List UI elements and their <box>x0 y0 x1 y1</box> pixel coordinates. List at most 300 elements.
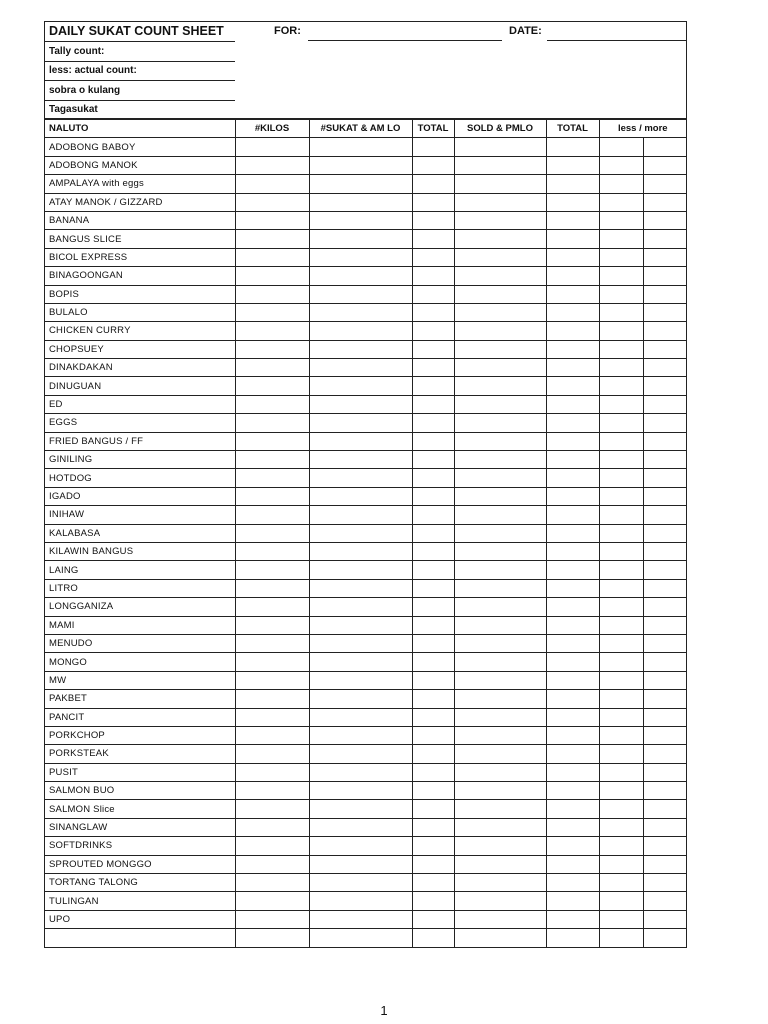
less-cell[interactable] <box>599 763 643 781</box>
sukat-cell[interactable] <box>309 193 412 211</box>
total-2-cell[interactable] <box>546 616 599 634</box>
sukat-cell[interactable] <box>309 763 412 781</box>
sold-cell[interactable] <box>454 910 546 928</box>
total-cell[interactable] <box>412 726 454 744</box>
total-cell[interactable] <box>412 910 454 928</box>
kilos-cell[interactable] <box>235 653 309 671</box>
total-cell[interactable] <box>412 690 454 708</box>
less-cell[interactable] <box>599 542 643 560</box>
less-cell[interactable] <box>599 892 643 910</box>
kilos-cell[interactable] <box>235 487 309 505</box>
sold-cell[interactable] <box>454 782 546 800</box>
kilos-cell[interactable] <box>235 248 309 266</box>
total-cell[interactable] <box>412 175 454 193</box>
kilos-cell[interactable] <box>235 377 309 395</box>
more-cell[interactable] <box>643 763 686 781</box>
more-cell[interactable] <box>643 432 686 450</box>
total-cell[interactable] <box>412 156 454 174</box>
sold-cell[interactable] <box>454 634 546 652</box>
kilos-cell[interactable] <box>235 359 309 377</box>
more-cell[interactable] <box>643 561 686 579</box>
less-cell[interactable] <box>599 579 643 597</box>
more-cell[interactable] <box>643 267 686 285</box>
less-cell[interactable] <box>599 303 643 321</box>
more-cell[interactable] <box>643 837 686 855</box>
sukat-cell[interactable] <box>309 211 412 229</box>
total-cell[interactable] <box>412 855 454 873</box>
sold-cell[interactable] <box>454 359 546 377</box>
total-2-cell[interactable] <box>546 193 599 211</box>
kilos-cell[interactable] <box>235 726 309 744</box>
total-cell[interactable] <box>412 322 454 340</box>
sukat-cell[interactable] <box>309 708 412 726</box>
total-cell[interactable] <box>412 634 454 652</box>
less-cell[interactable] <box>599 837 643 855</box>
less-cell[interactable] <box>599 432 643 450</box>
kilos-cell[interactable] <box>235 892 309 910</box>
more-cell[interactable] <box>643 579 686 597</box>
sold-cell[interactable] <box>454 340 546 358</box>
more-cell[interactable] <box>643 634 686 652</box>
total-2-cell[interactable] <box>546 708 599 726</box>
sukat-cell[interactable] <box>309 855 412 873</box>
sold-cell[interactable] <box>454 285 546 303</box>
total-cell[interactable] <box>412 193 454 211</box>
sold-cell[interactable] <box>454 432 546 450</box>
total-cell[interactable] <box>412 451 454 469</box>
total-2-cell[interactable] <box>546 690 599 708</box>
more-cell[interactable] <box>643 359 686 377</box>
more-cell[interactable] <box>643 818 686 836</box>
more-cell[interactable] <box>643 708 686 726</box>
less-cell[interactable] <box>599 910 643 928</box>
total-cell[interactable] <box>412 211 454 229</box>
kilos-cell[interactable] <box>235 432 309 450</box>
more-cell[interactable] <box>643 782 686 800</box>
more-cell[interactable] <box>643 377 686 395</box>
sold-cell[interactable] <box>454 745 546 763</box>
more-cell[interactable] <box>643 800 686 818</box>
total-2-cell[interactable] <box>546 782 599 800</box>
less-cell[interactable] <box>599 598 643 616</box>
sold-cell[interactable] <box>454 892 546 910</box>
total-cell[interactable] <box>412 929 454 947</box>
more-cell[interactable] <box>643 451 686 469</box>
sold-cell[interactable] <box>454 487 546 505</box>
total-2-cell[interactable] <box>546 230 599 248</box>
date-field[interactable] <box>547 40 687 41</box>
sukat-cell[interactable] <box>309 818 412 836</box>
kilos-cell[interactable] <box>235 193 309 211</box>
total-cell[interactable] <box>412 542 454 560</box>
less-cell[interactable] <box>599 874 643 892</box>
sold-cell[interactable] <box>454 524 546 542</box>
sukat-cell[interactable] <box>309 598 412 616</box>
sukat-cell[interactable] <box>309 230 412 248</box>
more-cell[interactable] <box>643 211 686 229</box>
total-cell[interactable] <box>412 359 454 377</box>
total-2-cell[interactable] <box>546 653 599 671</box>
more-cell[interactable] <box>643 690 686 708</box>
sold-cell[interactable] <box>454 671 546 689</box>
kilos-cell[interactable] <box>235 837 309 855</box>
kilos-cell[interactable] <box>235 910 309 928</box>
less-cell[interactable] <box>599 929 643 947</box>
total-cell[interactable] <box>412 561 454 579</box>
more-cell[interactable] <box>643 745 686 763</box>
total-2-cell[interactable] <box>546 818 599 836</box>
kilos-cell[interactable] <box>235 708 309 726</box>
kilos-cell[interactable] <box>235 855 309 873</box>
total-2-cell[interactable] <box>546 487 599 505</box>
sukat-cell[interactable] <box>309 671 412 689</box>
less-cell[interactable] <box>599 230 643 248</box>
sold-cell[interactable] <box>454 598 546 616</box>
sukat-cell[interactable] <box>309 726 412 744</box>
kilos-cell[interactable] <box>235 469 309 487</box>
more-cell[interactable] <box>643 855 686 873</box>
sukat-cell[interactable] <box>309 395 412 413</box>
sukat-cell[interactable] <box>309 616 412 634</box>
less-cell[interactable] <box>599 211 643 229</box>
more-cell[interactable] <box>643 542 686 560</box>
more-cell[interactable] <box>643 524 686 542</box>
kilos-cell[interactable] <box>235 322 309 340</box>
kilos-cell[interactable] <box>235 506 309 524</box>
sukat-cell[interactable] <box>309 745 412 763</box>
sukat-cell[interactable] <box>309 138 412 156</box>
sold-cell[interactable] <box>454 267 546 285</box>
kilos-cell[interactable] <box>235 542 309 560</box>
sold-cell[interactable] <box>454 874 546 892</box>
kilos-cell[interactable] <box>235 598 309 616</box>
sukat-cell[interactable] <box>309 340 412 358</box>
sukat-cell[interactable] <box>309 653 412 671</box>
sukat-cell[interactable] <box>309 175 412 193</box>
less-cell[interactable] <box>599 855 643 873</box>
total-2-cell[interactable] <box>546 726 599 744</box>
less-cell[interactable] <box>599 395 643 413</box>
sukat-cell[interactable] <box>309 837 412 855</box>
total-cell[interactable] <box>412 745 454 763</box>
kilos-cell[interactable] <box>235 763 309 781</box>
less-cell[interactable] <box>599 451 643 469</box>
total-2-cell[interactable] <box>546 138 599 156</box>
total-2-cell[interactable] <box>546 432 599 450</box>
less-cell[interactable] <box>599 671 643 689</box>
sukat-cell[interactable] <box>309 156 412 174</box>
total-2-cell[interactable] <box>546 395 599 413</box>
less-cell[interactable] <box>599 561 643 579</box>
sold-cell[interactable] <box>454 818 546 836</box>
total-2-cell[interactable] <box>546 837 599 855</box>
sukat-cell[interactable] <box>309 248 412 266</box>
sukat-cell[interactable] <box>309 929 412 947</box>
total-cell[interactable] <box>412 598 454 616</box>
sukat-cell[interactable] <box>309 469 412 487</box>
more-cell[interactable] <box>643 414 686 432</box>
sold-cell[interactable] <box>454 542 546 560</box>
sold-cell[interactable] <box>454 653 546 671</box>
more-cell[interactable] <box>643 487 686 505</box>
kilos-cell[interactable] <box>235 671 309 689</box>
more-cell[interactable] <box>643 395 686 413</box>
total-cell[interactable] <box>412 524 454 542</box>
total-cell[interactable] <box>412 782 454 800</box>
sukat-cell[interactable] <box>309 451 412 469</box>
more-cell[interactable] <box>643 892 686 910</box>
more-cell[interactable] <box>643 653 686 671</box>
sukat-cell[interactable] <box>309 910 412 928</box>
kilos-cell[interactable] <box>235 634 309 652</box>
kilos-cell[interactable] <box>235 929 309 947</box>
total-cell[interactable] <box>412 616 454 634</box>
sold-cell[interactable] <box>454 377 546 395</box>
more-cell[interactable] <box>643 340 686 358</box>
total-2-cell[interactable] <box>546 579 599 597</box>
less-cell[interactable] <box>599 193 643 211</box>
sold-cell[interactable] <box>454 193 546 211</box>
sold-cell[interactable] <box>454 414 546 432</box>
total-cell[interactable] <box>412 671 454 689</box>
sold-cell[interactable] <box>454 395 546 413</box>
total-2-cell[interactable] <box>546 598 599 616</box>
total-2-cell[interactable] <box>546 910 599 928</box>
more-cell[interactable] <box>643 322 686 340</box>
total-2-cell[interactable] <box>546 929 599 947</box>
sukat-cell[interactable] <box>309 377 412 395</box>
total-cell[interactable] <box>412 818 454 836</box>
less-cell[interactable] <box>599 156 643 174</box>
total-cell[interactable] <box>412 487 454 505</box>
kilos-cell[interactable] <box>235 285 309 303</box>
kilos-cell[interactable] <box>235 138 309 156</box>
less-cell[interactable] <box>599 653 643 671</box>
sold-cell[interactable] <box>454 616 546 634</box>
total-cell[interactable] <box>412 303 454 321</box>
total-cell[interactable] <box>412 138 454 156</box>
more-cell[interactable] <box>643 616 686 634</box>
total-cell[interactable] <box>412 800 454 818</box>
total-2-cell[interactable] <box>546 156 599 174</box>
total-2-cell[interactable] <box>546 322 599 340</box>
for-field[interactable] <box>308 40 502 41</box>
sukat-cell[interactable] <box>309 506 412 524</box>
sukat-cell[interactable] <box>309 892 412 910</box>
total-cell[interactable] <box>412 395 454 413</box>
more-cell[interactable] <box>643 469 686 487</box>
sold-cell[interactable] <box>454 506 546 524</box>
total-2-cell[interactable] <box>546 248 599 266</box>
total-2-cell[interactable] <box>546 800 599 818</box>
total-cell[interactable] <box>412 248 454 266</box>
more-cell[interactable] <box>643 726 686 744</box>
total-cell[interactable] <box>412 230 454 248</box>
less-cell[interactable] <box>599 726 643 744</box>
total-cell[interactable] <box>412 432 454 450</box>
total-2-cell[interactable] <box>546 359 599 377</box>
sukat-cell[interactable] <box>309 782 412 800</box>
sukat-cell[interactable] <box>309 542 412 560</box>
kilos-cell[interactable] <box>235 395 309 413</box>
kilos-cell[interactable] <box>235 690 309 708</box>
more-cell[interactable] <box>643 248 686 266</box>
sold-cell[interactable] <box>454 763 546 781</box>
sold-cell[interactable] <box>454 726 546 744</box>
less-cell[interactable] <box>599 248 643 266</box>
total-2-cell[interactable] <box>546 763 599 781</box>
more-cell[interactable] <box>643 193 686 211</box>
more-cell[interactable] <box>643 175 686 193</box>
total-2-cell[interactable] <box>546 377 599 395</box>
sold-cell[interactable] <box>454 800 546 818</box>
less-cell[interactable] <box>599 708 643 726</box>
less-cell[interactable] <box>599 818 643 836</box>
kilos-cell[interactable] <box>235 745 309 763</box>
sukat-cell[interactable] <box>309 524 412 542</box>
total-2-cell[interactable] <box>546 671 599 689</box>
sold-cell[interactable] <box>454 322 546 340</box>
less-cell[interactable] <box>599 506 643 524</box>
sold-cell[interactable] <box>454 248 546 266</box>
more-cell[interactable] <box>643 929 686 947</box>
kilos-cell[interactable] <box>235 616 309 634</box>
total-2-cell[interactable] <box>546 892 599 910</box>
sukat-cell[interactable] <box>309 561 412 579</box>
kilos-cell[interactable] <box>235 175 309 193</box>
kilos-cell[interactable] <box>235 414 309 432</box>
total-2-cell[interactable] <box>546 542 599 560</box>
total-2-cell[interactable] <box>546 267 599 285</box>
less-cell[interactable] <box>599 782 643 800</box>
total-2-cell[interactable] <box>546 340 599 358</box>
total-cell[interactable] <box>412 469 454 487</box>
total-cell[interactable] <box>412 892 454 910</box>
kilos-cell[interactable] <box>235 800 309 818</box>
total-2-cell[interactable] <box>546 855 599 873</box>
sukat-cell[interactable] <box>309 579 412 597</box>
more-cell[interactable] <box>643 874 686 892</box>
total-2-cell[interactable] <box>546 285 599 303</box>
total-2-cell[interactable] <box>546 469 599 487</box>
sold-cell[interactable] <box>454 929 546 947</box>
total-cell[interactable] <box>412 763 454 781</box>
more-cell[interactable] <box>643 156 686 174</box>
more-cell[interactable] <box>643 285 686 303</box>
sukat-cell[interactable] <box>309 874 412 892</box>
total-cell[interactable] <box>412 837 454 855</box>
sukat-cell[interactable] <box>309 432 412 450</box>
total-cell[interactable] <box>412 874 454 892</box>
total-2-cell[interactable] <box>546 303 599 321</box>
total-2-cell[interactable] <box>546 524 599 542</box>
kilos-cell[interactable] <box>235 340 309 358</box>
total-2-cell[interactable] <box>546 874 599 892</box>
total-cell[interactable] <box>412 285 454 303</box>
less-cell[interactable] <box>599 524 643 542</box>
kilos-cell[interactable] <box>235 211 309 229</box>
total-2-cell[interactable] <box>546 745 599 763</box>
less-cell[interactable] <box>599 690 643 708</box>
sukat-cell[interactable] <box>309 359 412 377</box>
total-cell[interactable] <box>412 506 454 524</box>
less-cell[interactable] <box>599 138 643 156</box>
less-cell[interactable] <box>599 469 643 487</box>
total-cell[interactable] <box>412 414 454 432</box>
less-cell[interactable] <box>599 616 643 634</box>
more-cell[interactable] <box>643 303 686 321</box>
total-2-cell[interactable] <box>546 211 599 229</box>
kilos-cell[interactable] <box>235 267 309 285</box>
sukat-cell[interactable] <box>309 322 412 340</box>
less-cell[interactable] <box>599 285 643 303</box>
more-cell[interactable] <box>643 138 686 156</box>
total-2-cell[interactable] <box>546 175 599 193</box>
sold-cell[interactable] <box>454 855 546 873</box>
less-cell[interactable] <box>599 800 643 818</box>
less-cell[interactable] <box>599 322 643 340</box>
sold-cell[interactable] <box>454 138 546 156</box>
less-cell[interactable] <box>599 487 643 505</box>
kilos-cell[interactable] <box>235 230 309 248</box>
less-cell[interactable] <box>599 359 643 377</box>
sold-cell[interactable] <box>454 579 546 597</box>
total-cell[interactable] <box>412 377 454 395</box>
kilos-cell[interactable] <box>235 451 309 469</box>
total-cell[interactable] <box>412 653 454 671</box>
total-cell[interactable] <box>412 267 454 285</box>
kilos-cell[interactable] <box>235 524 309 542</box>
sukat-cell[interactable] <box>309 487 412 505</box>
sold-cell[interactable] <box>454 230 546 248</box>
sukat-cell[interactable] <box>309 414 412 432</box>
total-2-cell[interactable] <box>546 414 599 432</box>
kilos-cell[interactable] <box>235 561 309 579</box>
sold-cell[interactable] <box>454 211 546 229</box>
sukat-cell[interactable] <box>309 634 412 652</box>
sold-cell[interactable] <box>454 451 546 469</box>
kilos-cell[interactable] <box>235 782 309 800</box>
total-2-cell[interactable] <box>546 561 599 579</box>
more-cell[interactable] <box>643 671 686 689</box>
less-cell[interactable] <box>599 414 643 432</box>
sold-cell[interactable] <box>454 690 546 708</box>
kilos-cell[interactable] <box>235 303 309 321</box>
total-cell[interactable] <box>412 340 454 358</box>
less-cell[interactable] <box>599 175 643 193</box>
total-2-cell[interactable] <box>546 451 599 469</box>
sold-cell[interactable] <box>454 175 546 193</box>
less-cell[interactable] <box>599 745 643 763</box>
sold-cell[interactable] <box>454 708 546 726</box>
sold-cell[interactable] <box>454 156 546 174</box>
total-cell[interactable] <box>412 708 454 726</box>
kilos-cell[interactable] <box>235 156 309 174</box>
sold-cell[interactable] <box>454 837 546 855</box>
sukat-cell[interactable] <box>309 690 412 708</box>
less-cell[interactable] <box>599 267 643 285</box>
sukat-cell[interactable] <box>309 800 412 818</box>
total-2-cell[interactable] <box>546 634 599 652</box>
less-cell[interactable] <box>599 377 643 395</box>
sukat-cell[interactable] <box>309 267 412 285</box>
total-2-cell[interactable] <box>546 506 599 524</box>
kilos-cell[interactable] <box>235 818 309 836</box>
sukat-cell[interactable] <box>309 303 412 321</box>
less-cell[interactable] <box>599 634 643 652</box>
kilos-cell[interactable] <box>235 874 309 892</box>
more-cell[interactable] <box>643 910 686 928</box>
